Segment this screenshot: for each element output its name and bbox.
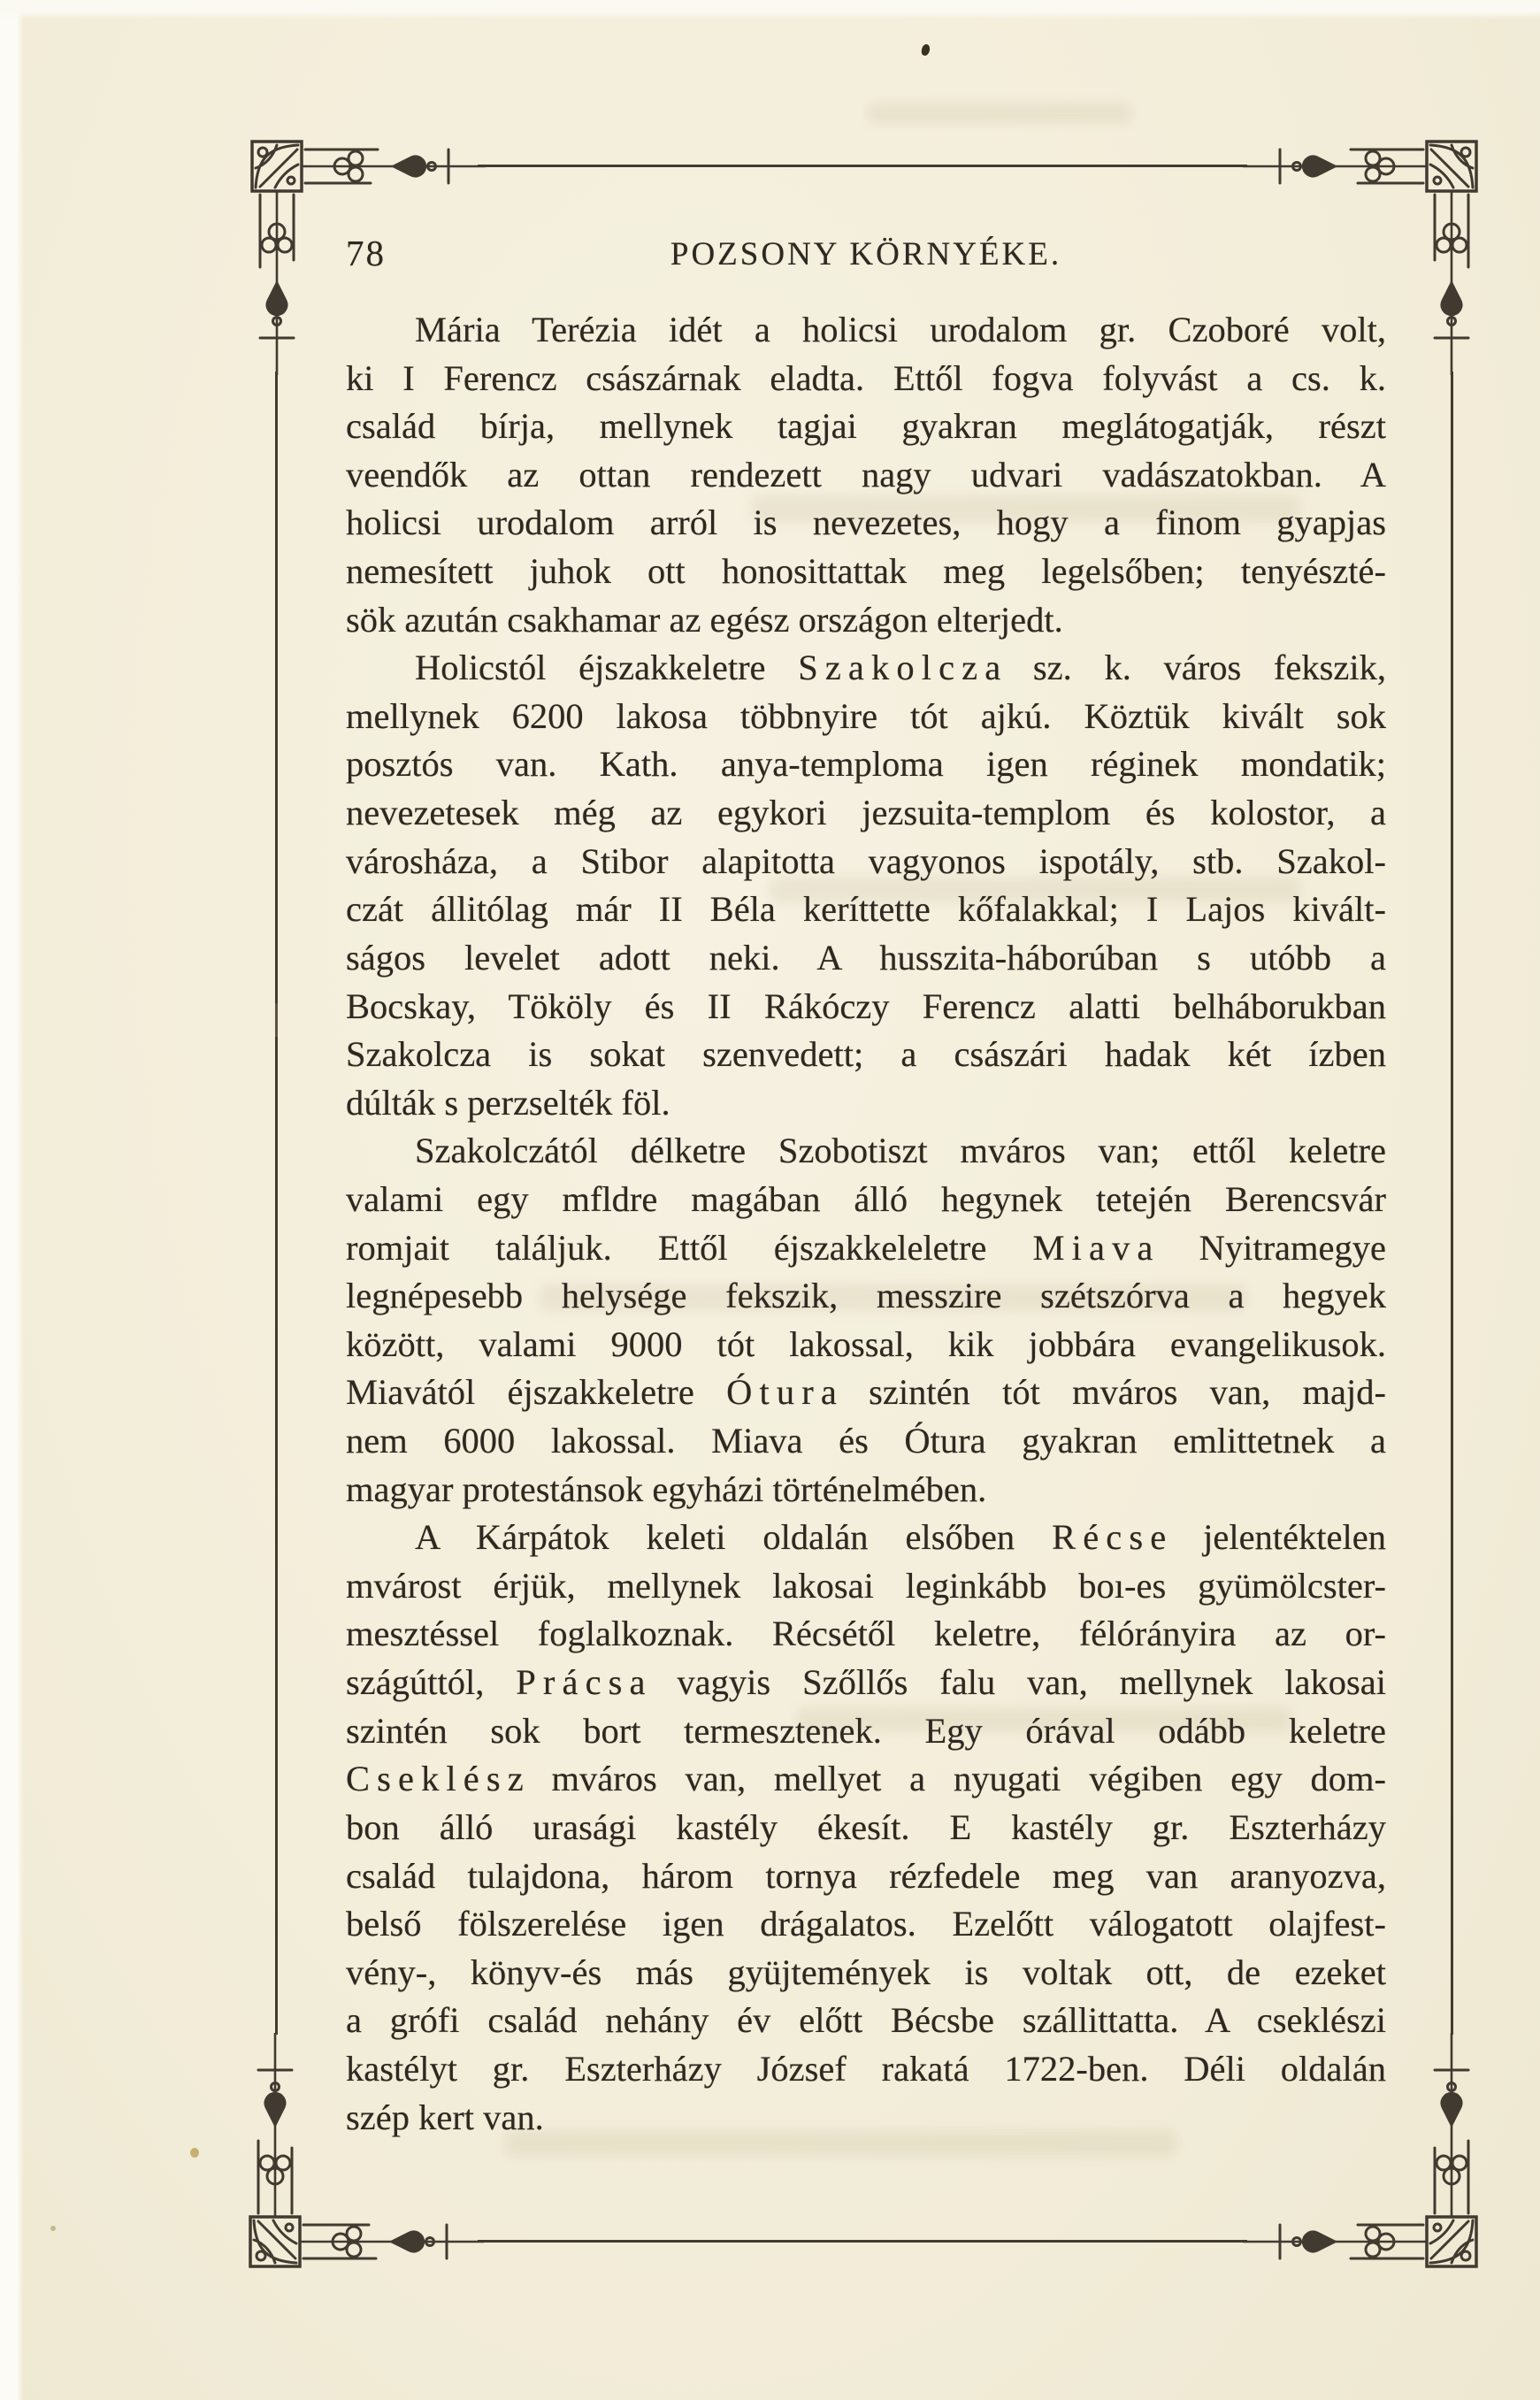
text-line: szintén sok bort termesztenek. Egy órával odább keletre <box>346 1710 1386 1751</box>
text-line: bon álló urasági kastély ékesít. E kastély gr. Eszterházy <box>346 1806 1386 1847</box>
text-line: posztós van. Kath. anya-temploma igen réginek mondatik; <box>346 744 1386 785</box>
text-line: romjait találjuk. Ettől éjszakkeleletre M i a v a Nyitramegye <box>346 1227 1386 1268</box>
text-line: család bírja, mellynek tagjai gyakran meglátogatják, részt <box>346 406 1386 447</box>
frame-rule-top <box>478 165 1247 167</box>
text-line: Mária Terézia idét a holicsi urodalom gr. Czoboré volt, <box>415 310 1386 349</box>
text-line: nevezetesek még az egykori jezsuita-templom és kolostor, a <box>346 793 1386 833</box>
text-line: ságos levelet adott neki. A husszita-háborúban s utóbb a <box>346 937 1386 978</box>
text-line: legnépesebb helysége fekszik, messzire szétszórva a hegyek <box>346 1276 1386 1316</box>
text-line: valami egy mfldre magában álló hegynek tetején Berencsvár <box>346 1178 1386 1219</box>
frame-rule-bottom <box>478 2240 1247 2243</box>
text-line: C s e k l é s z mváros van, mellyet a nyugati végiben egy dom- <box>346 1759 1386 1799</box>
text-line: szép kert van. <box>346 2097 544 2137</box>
text-line: Bocskay, Tököly és II Rákóczy Ferencz alatti belháborukban <box>346 985 1386 1026</box>
text-line: Szakolcza is sokat szenvedett; a császári hadak két ízben <box>346 1034 1386 1075</box>
text-line: belső fölszerelése igen drágalatos. Ezelőtt válogatott olajfest- <box>346 1904 1386 1944</box>
text-line: vény-, könyv-és más gyüjtemények is voltak ott, de ezeket <box>346 1951 1386 1992</box>
text-line: ki I Ferencz császárnak eladta. Ettől fogva folyvást a cs. k. <box>346 357 1386 398</box>
text-line: Szakolczától délketre Szobotiszt mváros van; ettől keletre <box>415 1131 1386 1171</box>
paper-stain <box>50 2226 56 2231</box>
text-line: nem 6000 lakossal. Miava és Ótura gyakran emlittetnek a <box>346 1421 1386 1461</box>
text-line: nemesített juhok ott honosittattak meg legelsőben; tenyészté- <box>346 551 1386 592</box>
text-line: sök azután csakhamar az egész országon elterjedt. <box>346 599 1063 640</box>
body-text <box>346 306 1386 2142</box>
text-line: család tulajdona, három tornya rézfedele meg van aranyozva, <box>346 1855 1386 1896</box>
text-line: Miavától éjszakkeletre Ó t u r a szintén tót mváros van, majd- <box>346 1372 1386 1413</box>
text-line: között, valami 9000 tót lakossal, kik jobbára evangelikusok. <box>346 1323 1386 1364</box>
text-line: holicsi urodalom arról is nevezetes, hogy a finom gyapjas <box>346 502 1386 543</box>
paper-stain <box>190 2148 199 2158</box>
text-line: czát állitólag már II Béla keríttette kőfalakkal; I Lajos kivált- <box>346 889 1386 930</box>
text-line: városháza, a Stibor alapitotta vagyonos ispotály, stb. Szakol- <box>346 840 1386 881</box>
scan-edge-left <box>0 0 24 2400</box>
page-number: 78 <box>346 233 386 273</box>
frame-rule-right <box>1451 372 1453 2035</box>
text-line: A Kárpátok keleti oldalán elsőben R é c s e jelentéktelen <box>415 1517 1386 1558</box>
text-line: dúlták s perzselték föl. <box>346 1082 670 1123</box>
scan-edge-top <box>0 0 1540 19</box>
text-line: mesztéssel foglalkoznak. Récsétől keletre, félórányira az or- <box>346 1614 1386 1654</box>
text-line: szágúttól, P r á c s a vagyis Szőllős falu van, mellynek lakosai <box>346 1662 1386 1703</box>
text-line: Holicstól éjszakkeletre S z a k o l c z a sz. k. város fekszik, <box>415 648 1386 688</box>
text-line: kastélyt gr. Eszterházy József rakatá 1722-ben. Déli oldalán <box>346 2048 1386 2089</box>
text-line: veendők az ottan rendezett nagy udvari vadászatokban. A <box>346 454 1386 495</box>
running-header: POZSONY KÖRNYÉKE. <box>670 236 1062 272</box>
ink-speck <box>920 43 931 57</box>
text-line: a grófi család nehány év előtt Bécsbe szállittatta. A cseklészi <box>346 2000 1386 2041</box>
bleedthrough-smudge <box>867 103 1132 124</box>
text-line: magyar protestánsok egyházi történelmében. <box>346 1468 987 1509</box>
text-line: mellynek 6200 lakosa többnyire tót ajkú. Köztük kivált sok <box>346 695 1386 736</box>
frame-rule-left <box>275 372 278 2035</box>
text-line: mvárost érjük, mellynek lakosai leginkább boı-es gyümölcster- <box>346 1565 1386 1606</box>
